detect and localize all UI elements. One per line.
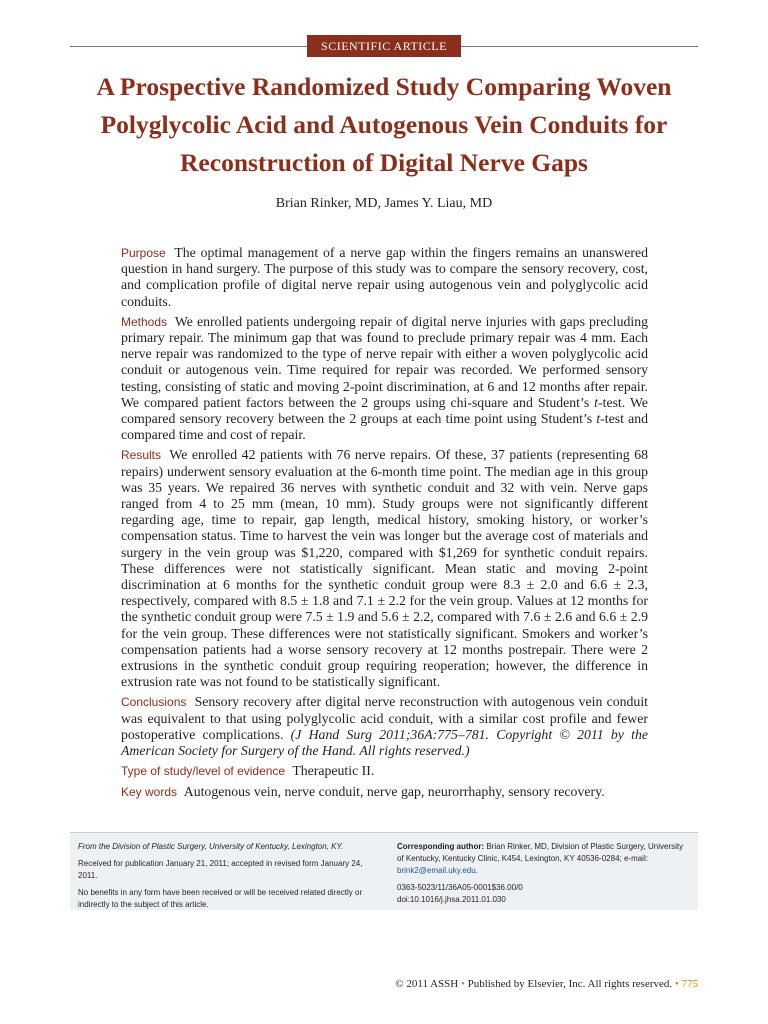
methods-t: t (596, 411, 601, 427)
abstract-conclusions (121, 694, 648, 759)
received-note: Received for publication January 21, 2011; accepted in revised form January 24, 2011. (78, 859, 363, 880)
publisher: Published by Elsevier, Inc. All rights reserved. (467, 978, 673, 990)
keywords-text: Autogenous vein, nerve conduit, nerve gap, neurorrhaphy, sensory recovery. (183, 783, 605, 799)
issn: 0363-5023/11/36A05-0001$36.00/0 (397, 883, 523, 892)
methods-heading: Methods (121, 314, 168, 329)
email-link[interactable]: brink2@email.uky.edu (397, 866, 476, 875)
corresponding-label: Corresponding author: (397, 842, 485, 851)
corresponding-note (397, 841, 692, 877)
authors: Brian Rinker, MD, James Y. Liau, MD (275, 196, 493, 211)
abstract-purpose (121, 245, 648, 310)
affiliation-note: From the Division of Plastic Surgery, University of Kentucky, Lexington, KY. (78, 842, 344, 851)
abstract-methods (121, 314, 648, 444)
results-heading: Results (121, 448, 162, 463)
title-line: Polyglycolic Acid and Autogenous Vein Conduits for (100, 110, 668, 139)
section-band (70, 35, 698, 57)
footnote-box (70, 832, 698, 910)
title-line: Reconstruction of Digital Nerve Gaps (180, 148, 588, 177)
doi: doi:10.1016/j.jhsa.2011.01.030 (397, 895, 506, 904)
conclusions-heading: Conclusions (121, 695, 187, 710)
title-line: A Prospective Randomized Study Comparing Woven (96, 72, 672, 101)
copyright: © 2011 ASSH (395, 978, 459, 990)
methods-t: t (594, 394, 599, 410)
section-label: SCIENTIFIC ARTICLE (307, 35, 461, 57)
methods-text: -test and compared time and cost of repair. (121, 411, 648, 443)
results-text: We enrolled 42 patients with 76 nerve repairs. Of these, 37 patients (representing 68 repairs) underwent sensory evaluation at the 6-month time point. The median age in this group was 35 years. We repaired 36 nerves with synthetic conduit and 32 with vein. Nerve gaps ranged from 4 to 25 mm (mean, 10 mm). Study groups were not significantly different regarding age, time to repair, gap length, medical history, smoking history, or worker’s compensation status. Time to harvest the vein was longer but the average cost of materials and surgery in the vein group was $1,220, compared with $1,269 for synthetic conduit repairs. These differences were not statistically significant. Mean static and moving 2-point discrimination at 6 months for the synthetic conduit group were 8.3 ± 2.0 and 6.6 ± 2.3, respectively, compared with 8.5 ± 1.8 and 7.1 ± 2.2 for the vein group. Values at 12 months for the synthetic conduit group were 7.5 ± 1.9 and 5.6 ± 2.2, compared with 7.6 ± 2.6 and 6.6 ± 2.9 for the vein group. These differences were not statistically significant. Smokers and worker’s compensation patients had a worse sensory recovery at 12 months postrepair. There were 2 extrusions in the synthetic conduit group requiring reoperation; however, the difference in extrusion rate was not found to be statistically significant. (121, 447, 648, 690)
purpose-text: The optimal management of a nerve gap within the fingers remains an unanswered question in hand surgery. The purpose of this study was to compare the sensory recovery, cost, and complication profile of digital nerve repair using autogenous vein and polyglycolic acid conduits. (121, 245, 649, 309)
footnote-right (397, 841, 692, 906)
disclosure-note: No benefits in any form have been received or will be received related directly or indirectly to the subject of this article. (78, 888, 363, 909)
page-footer (395, 977, 698, 991)
footnote-left (78, 841, 378, 916)
bullet-separator: • (674, 978, 679, 990)
article-title (60, 68, 708, 182)
abstract (121, 245, 648, 804)
purpose-heading: Purpose (121, 246, 166, 260)
email-suffix: . (475, 866, 478, 875)
methods-text: -test. We compared sensory recovery between the 2 groups at each time point using Student’s (121, 394, 648, 427)
abstract-results (121, 447, 648, 690)
study-type-heading: Type of study/level of evidence (121, 764, 286, 779)
conclusions-text: Sensory recovery after digital nerve reconstruction with autogenous vein conduit was equivalent to that using polyglycolic acid conduit, with a similar cost profile and fewer postoperative complications. (121, 694, 648, 742)
abstract-study-type (121, 763, 648, 779)
issn-doi (397, 882, 692, 906)
abstract-keywords (121, 784, 648, 800)
bullet-separator: • (460, 978, 465, 990)
page-number: 775 (681, 978, 698, 990)
keywords-heading: Key words (121, 784, 178, 799)
study-type-text: Therapeutic II. (292, 763, 375, 779)
corresponding-text: Brian Rinker, MD, Division of Plastic Surgery, University of Kentucky, Kentucky Clinic, K454, Lexington, KY 40536-0284; e-mail: (397, 842, 684, 863)
journal-citation: (J Hand Surg 2011;36A:775–781. Copyright © 2011 by the American Society for Surgery of the Hand. All rights reserved.) (121, 726, 648, 759)
methods-text: We enrolled patients undergoing repair of digital nerve injuries with gaps precluding primary repair. The minimum gap that was found to preclude primary repair was 4 mm. Each nerve repair was randomized to the type of nerve repair with either a woven polyglycolic acid conduit or autogenous vein. Time required for repair was recorded. We performed sensory testing, consisting of static and moving 2-point discrimination, at 6 and 12 months after repair. We compared patient factors between the 2 groups using chi-square and Student’s (121, 313, 648, 410)
